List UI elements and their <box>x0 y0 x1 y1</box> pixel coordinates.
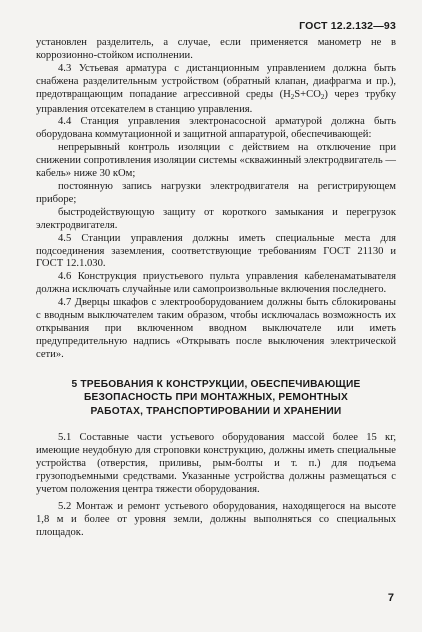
paragraph-5-2: 5.2 Монтаж и ремонт устьевого оборудования, находящегося на высоте 1,8 м и более от уровня земли, должны выполняться со специальных площадок. <box>36 500 396 538</box>
paragraph-4-3-text-b: S+CO <box>294 88 321 100</box>
list-item-short-circuit-protection: быстродействующую защиту от короткого замыкания и перегрузок электродвигателя. <box>36 206 396 231</box>
section-5-heading-line-1: 5 ТРЕБОВАНИЯ К КОНСТРУКЦИИ, ОБЕСПЕЧИВАЮЩИЕ <box>71 378 361 390</box>
section-5-heading-line-3: РАБОТАХ, ТРАНСПОРТИРОВАНИИ И ХРАНЕНИИ <box>90 405 342 417</box>
paragraph-5-1: 5.1 Составные части устьевого оборудования массой более 15 кг, имеющие неудобную для строповки конструкцию, должны иметь специальные устройства (отверстия, приливы, рым-болты и т. п.) для подъема грузоподъемными средствами. Указанные устройства должны размещаться с учетом положения центра тяжести оборудования. <box>36 432 396 495</box>
paragraph-4-3 <box>36 63 396 117</box>
paragraph-4-4: 4.4 Станция управления электронасосной арматурой должна быть оборудована коммутационной и защитной аппаратурой, обеспечивающей: <box>36 116 396 141</box>
subscript-co2: 2 <box>320 92 325 101</box>
paragraph-4-7: 4.7 Дверцы шкафов с электрооборудованием должны быть сблокированы с вводным выключателем таким образом, чтобы исключалась возможность их открывания при включенном вводном выключателе или иметь предупредительную надпись «Открывать после выключения электрической сети». <box>36 297 396 360</box>
paragraph-4-3-text-c: ) через трубку управления отсекателем в станцию управления. <box>36 88 396 115</box>
document-code-header: ГОСТ 12.2.132—93 <box>299 20 396 32</box>
paragraph-4-6: 4.6 Конструкция приустьевого пульта управления кабеленаматывателя должна исключать случайные или самопроизвольные включения последнего. <box>36 271 396 296</box>
subscript-h2: 2 <box>290 92 295 101</box>
section-5-heading <box>36 378 396 419</box>
list-item-load-recording: постоянную запись нагрузки электродвигателя на регистрирующем приборе; <box>36 180 396 205</box>
paragraph-4-5: 4.5 Станции управления должны иметь специальные места для подсоединения заземления, соответствующие требованиям ГОСТ 21130 и ГОСТ 12.1.030. <box>36 232 396 270</box>
paragraph-continuation: установлен разделитель, а случае, если применяется манометр не в коррозионно-стойком исполнении. <box>36 37 396 61</box>
section-5-heading-line-2: БЕЗОПАСНОСТЬ ПРИ МОНТАЖНЫХ, РЕМОНТНЫХ <box>84 392 348 404</box>
page-number: 7 <box>387 592 394 604</box>
list-item-insulation-control: непрерывный контроль изоляции с действием на отключение при снижении сопротивления изоляции системы «скважинный электродвигатель — кабель» ниже 30 кОм; <box>36 142 396 180</box>
paragraph-4-3-text-a: 4.3 Устьевая арматура с дистанционным управлением должна быть снабжена разделительным устройством (обратный клапан, диафрагма и пр.), предотвращающим попадание агрессивной среды (H <box>36 62 396 100</box>
